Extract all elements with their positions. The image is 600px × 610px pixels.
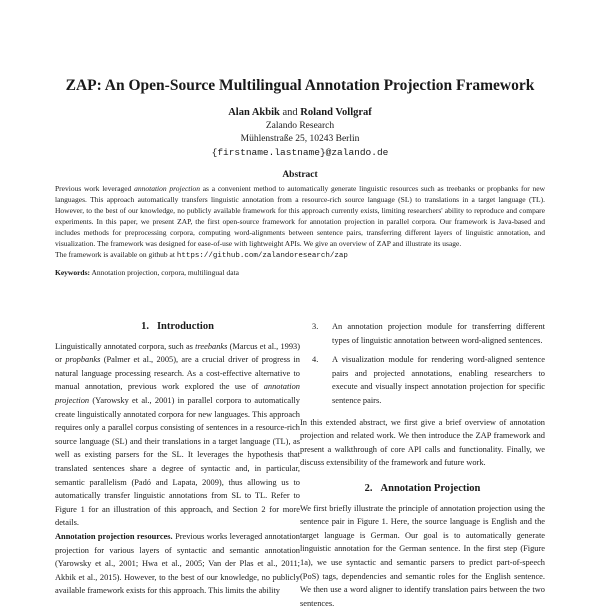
section-number: 2.	[364, 482, 373, 494]
section-heading-introduction	[55, 320, 300, 334]
right-column	[300, 320, 545, 610]
overview-paragraph: In this extended abstract, we first give a brief overview of annotation projection and related work. We then introduce the ZAP framework and present a walkthrough of core API calls and functionality. Finally, we discuss extensibility of the framework and future work.	[300, 417, 545, 468]
intro-paragraph-1	[55, 340, 300, 530]
affiliation-address: Mühlenstraße 25, 10243 Berlin	[240, 134, 360, 144]
keywords-text: Annotation projection, corpora, multilingual data	[91, 268, 239, 277]
intro-paragraph-2	[55, 530, 300, 598]
section-number: 1.	[141, 321, 149, 332]
abstract-text: as a convenient method to automatically generate linguistic resources such as treebanks or propbanks for new languages. This approach automatically transfers linguistic annotation from a resource-rich source language (SL) to translations in a target language (TL). However, to the best of our knowledge, no publicly available framework for this approach currently exists, limiting researchers' ability to reproduce and compare experiments. In this paper, we present ZAP, the first open-source framework for annotation projection in parallel corpora. Our framework is Java-based and includes methods for preprocessing corpora, computing word-alignments between sentence pairs, transferring different layers of linguistic annotation, and visualization. The framework was designed for ease-of-use with lightweight APIs. We give an overview of ZAP and illustrate its usage.	[55, 184, 545, 248]
section-heading-annotation-projection	[300, 482, 545, 496]
contribution-list	[300, 320, 545, 408]
annotation-projection-paragraph: We first briefly illustrate the principle of annotation projection using the sentence pair in Figure 1. Here, the source language is English and the target language is German. Our goal is to automatically generate linguistic annotation for the German sentence. In the first step (Figure 1a), we use syntactic and semantic parsers to predict part-of-speech (PoS) tags, dependencies and semantic roles for the English sentence. We then use a word aligner to identify translation pairs between the two sentences.	[300, 503, 545, 608]
emphasis-propbanks: propbanks	[65, 355, 101, 365]
abstract-heading: Abstract	[282, 170, 318, 180]
list-number: 3.	[312, 322, 319, 331]
emphasis-annotation-projection: annotation projection	[55, 382, 300, 405]
abstract-emphasis: annotation projection	[134, 184, 200, 193]
text-run: (Yarowsky et al., 2001) in parallel corpora to automatically create linguistically annotated corpora for new languages. This approach requires only a parallel corpus consisting of sentences in a resource-rich source language (SL) and their translations in a target language (TL), as well as existing parsers for the SL. It leverages the hypothesis that translated sentences share a degree of syntactic and, in particular, semantic parallelism (Padó and Lapata, 2009), thus allowing us to automatically transfer linguistic annotations from SL to TL. Refer to Figure 1 for an illustration of this approach, and Section 2 for more details.	[55, 395, 300, 528]
keywords-line	[55, 268, 239, 277]
text-run: (Marcus et al., 1993) or	[55, 341, 300, 365]
author-line	[0, 107, 600, 118]
list-number: 4.	[312, 355, 319, 365]
list-item	[300, 353, 545, 407]
keywords-label: Keywords:	[55, 268, 90, 277]
paragraph-heading: Annotation projection resources.	[55, 531, 173, 541]
emphasis-treebanks: treebanks	[195, 341, 228, 351]
affiliation-org: Zalando Research	[265, 121, 335, 131]
left-column	[55, 320, 300, 598]
text-run: Linguistically annotated corpora, such as	[55, 341, 196, 351]
list-text: An annotation projection module for transferring different types of linguistic annotation between word-aligned sentences.	[332, 322, 545, 345]
section-title: Annotation Projection	[380, 482, 481, 494]
text-run: (Palmer et al., 2005), are a crucial driver of progress in natural language processing research. As a cost-effective alternative to manual annotation, previous work explored the use of	[55, 355, 300, 392]
section-title: Introduction	[156, 321, 214, 332]
availability-line	[55, 250, 348, 260]
author-first: Alan Akbik	[228, 107, 280, 118]
abstract-text: Previous work leveraged	[55, 184, 135, 193]
author-conjunction: and	[282, 107, 298, 118]
text-run: Previous works leveraged annotation projection for various layers of syntactic and semantic annotation (Yarowsky et al., 2001; Hwa et al., 2005; Van der Plas et al., 2011; Akbik et al., 2015). However, to the best of our knowledge, no publicly available framework exists for this approach. This limits the ability	[55, 531, 300, 596]
abstract-body	[55, 183, 545, 249]
list-text: A visualization module for rendering word-aligned sentence pairs and projected annotations, enabling researchers to execute and visually inspect annotation projection for specific sentence pairs.	[332, 355, 545, 405]
availability-label: The framework is available on github at	[55, 250, 175, 259]
paper-title: ZAP: An Open-Source Multilingual Annotation Projection Framework	[65, 77, 535, 94]
author-second: Roland Vollgraf	[300, 107, 372, 118]
author-email: {firstname.lastname}@zalando.de	[211, 147, 389, 158]
github-link[interactable]: https://github.com/zalandoresearch/zap	[176, 252, 348, 260]
list-item	[300, 320, 545, 347]
